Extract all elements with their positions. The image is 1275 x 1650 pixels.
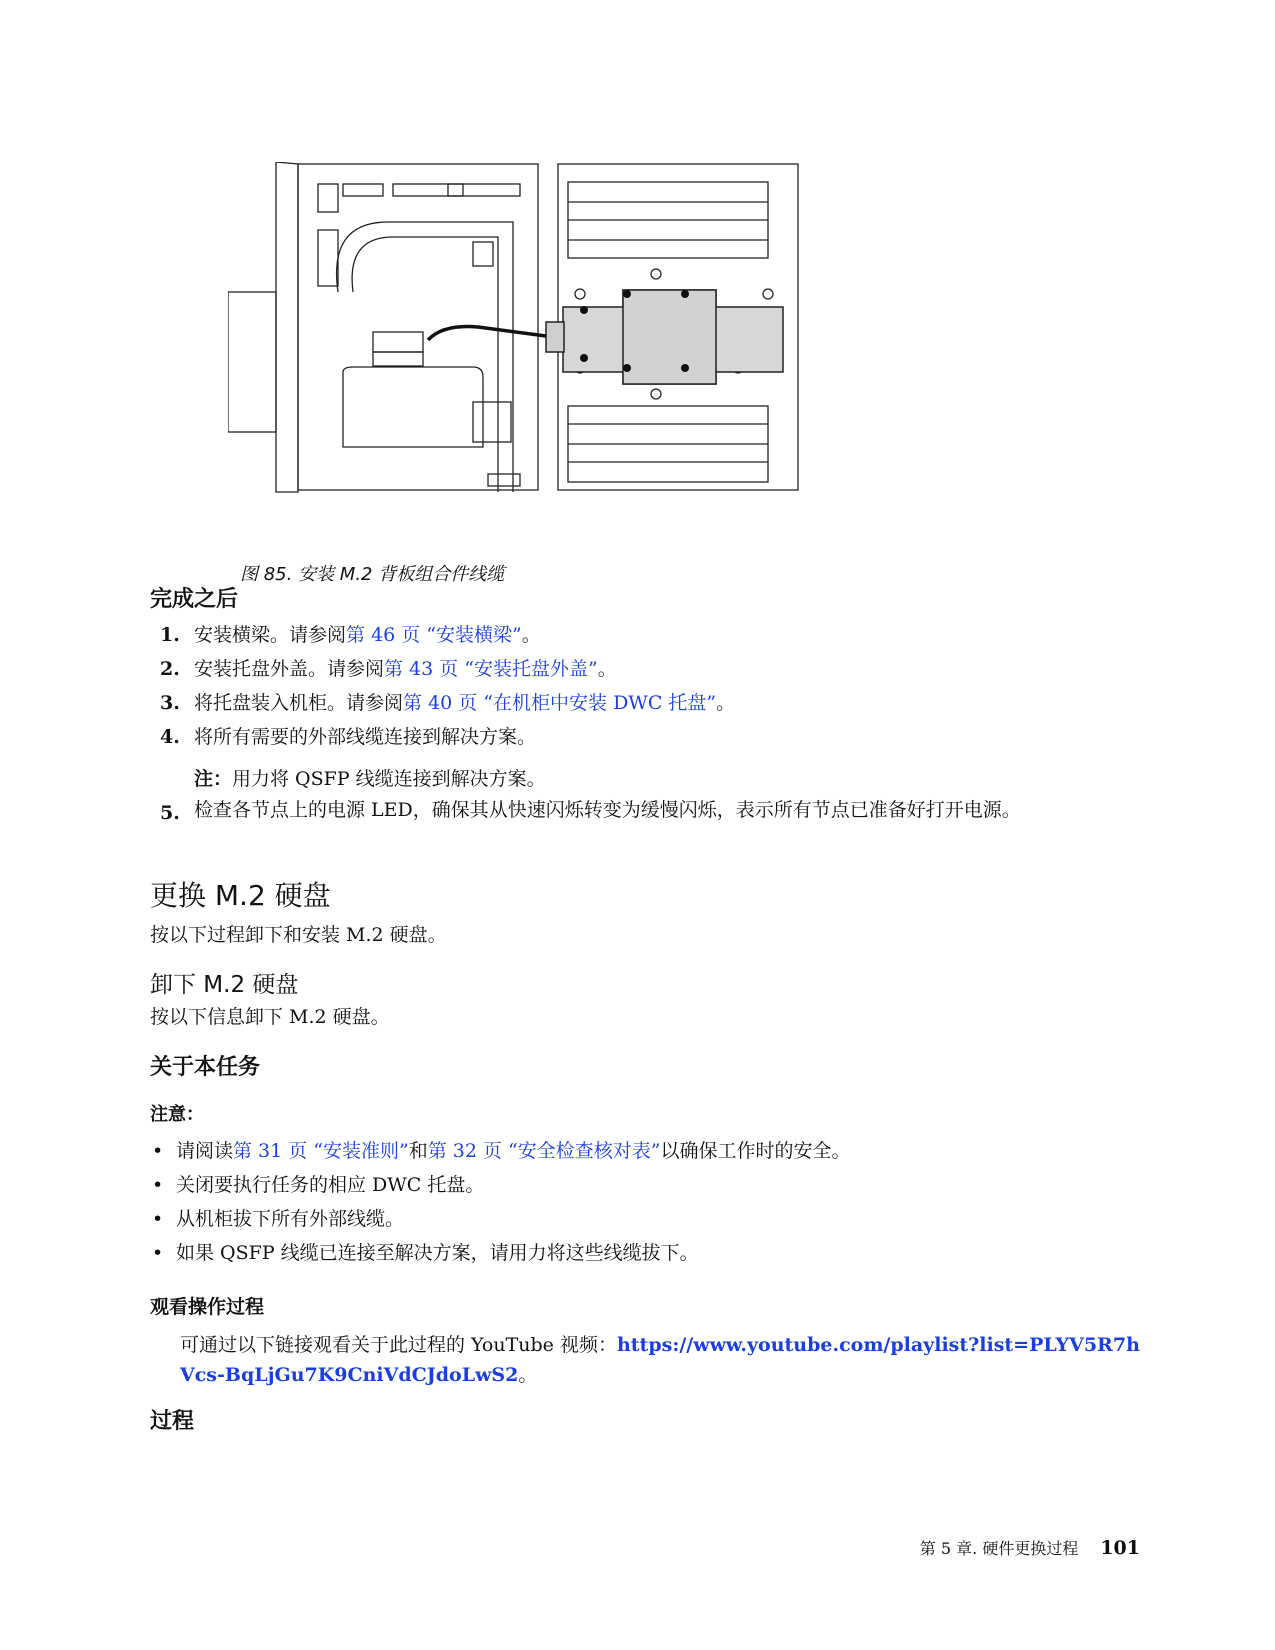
page-footer	[920, 1536, 1140, 1559]
video-text: 可通过以下链接观看关于此过程的 YouTube 视频：	[180, 1334, 617, 1356]
step-number: 5.	[160, 802, 180, 824]
video-paragraph	[180, 1330, 1140, 1390]
step-text: 安装横梁。请参阅	[194, 624, 347, 646]
note	[194, 762, 1160, 796]
step-text: 安装托盘外盖。请参阅	[194, 658, 385, 680]
after-steps-list	[160, 618, 1160, 830]
bullet-marker: •	[152, 1174, 164, 1196]
bullet-marker: •	[152, 1242, 164, 1264]
step-text-end: 。	[597, 658, 617, 680]
figure-caption: 图 85. 安装 M.2 背板组合件线缆	[240, 564, 505, 585]
note-label: 注：	[194, 768, 233, 790]
note-text: 用力将 QSFP 线缆连接到解决方案。	[232, 768, 546, 790]
attention-label: 注意：	[150, 1104, 204, 1125]
step-number: 1.	[160, 624, 180, 646]
step-text-end: 。	[716, 692, 736, 714]
replace-intro: 按以下过程卸下和安装 M.2 硬盘。	[150, 924, 447, 946]
list-item	[160, 720, 1160, 754]
page-number: 101	[1100, 1537, 1140, 1559]
replace-title: 更换 M.2 硬盘	[150, 879, 331, 912]
step-text: 将托盘装入机柜。请参阅	[194, 692, 404, 714]
server-tray-diagram	[228, 162, 840, 518]
step-text: 将所有需要的外部线缆连接到解决方案。	[194, 726, 537, 748]
list-item	[152, 1202, 1152, 1236]
procedure-heading: 过程	[150, 1408, 195, 1434]
link-safety-checklist[interactable]: 第 32 页 “安全检查核对表”	[427, 1140, 661, 1162]
after-heading: 完成之后	[150, 586, 239, 612]
list-item	[152, 1236, 1152, 1270]
bullet-text-end: 以确保工作时的安全。	[660, 1140, 851, 1162]
watch-heading: 观看操作过程	[150, 1296, 265, 1318]
bullet-text: 请阅读	[176, 1140, 234, 1162]
step-number: 3.	[160, 692, 180, 714]
bullet-text: 从机柜拔下所有外部线缆。	[176, 1208, 405, 1230]
remove-intro: 按以下信息卸下 M.2 硬盘。	[150, 1006, 390, 1028]
list-item	[160, 618, 1160, 652]
link-install-tray-cover[interactable]: 第 43 页 “安装托盘外盖”	[384, 658, 598, 680]
list-item	[160, 796, 1160, 830]
link-install-guidelines[interactable]: 第 31 页 “安装准则”	[233, 1140, 409, 1162]
list-item	[152, 1168, 1152, 1202]
youtube-playlist-link[interactable]: https://www.youtube.com/playlist?list=PLYV5R7hVcs-BqLjGu7K9CniVdCJdoLwS2	[180, 1334, 1140, 1386]
bullet-marker: •	[152, 1208, 164, 1230]
list-item	[152, 1134, 1152, 1168]
list-item	[160, 652, 1160, 686]
step-text: 检查各节点上的电源 LED，确保其从快速闪烁转变为缓慢闪烁，表示所有节点已准备好打开电源。	[194, 799, 1021, 821]
about-heading: 关于本任务	[150, 1054, 261, 1080]
m2-backplane-cable-figure	[228, 162, 840, 518]
about-bullets-list	[152, 1134, 1152, 1270]
step-number: 2.	[160, 658, 180, 680]
bullet-text: 关闭要执行任务的相应 DWC 托盘。	[176, 1174, 485, 1196]
remove-title: 卸下 M.2 硬盘	[150, 972, 299, 998]
bullet-marker: •	[152, 1140, 164, 1162]
video-text-end: 。	[518, 1364, 538, 1386]
bullet-text-mid: 和	[408, 1140, 428, 1162]
list-item	[160, 686, 1160, 720]
bullet-text: 如果 QSFP 线缆已连接至解决方案，请用力将这些线缆拔下。	[176, 1242, 699, 1264]
link-install-crossbar[interactable]: 第 46 页 “安装横梁”	[346, 624, 522, 646]
step-number: 4.	[160, 726, 180, 748]
step-text-end: 。	[521, 624, 541, 646]
link-install-dwc-tray[interactable]: 第 40 页 “在机柜中安装 DWC 托盘”	[403, 692, 717, 714]
footer-chapter: 第 5 章. 硬件更换过程	[919, 1539, 1079, 1558]
